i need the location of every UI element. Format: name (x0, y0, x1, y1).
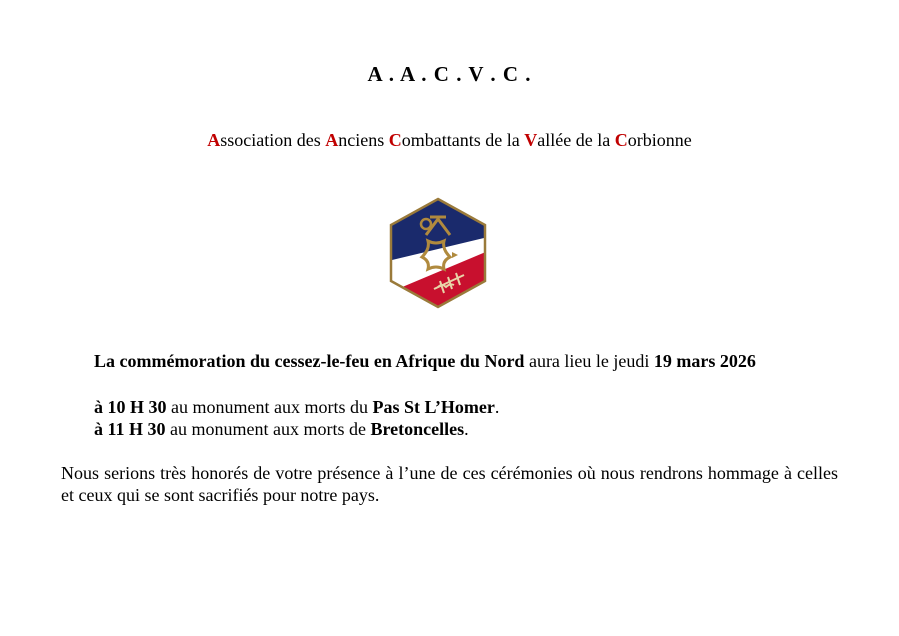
announcement-line (94, 351, 756, 372)
initial-letter: A (207, 130, 221, 150)
schedule-text: au monument aux morts de (165, 419, 371, 439)
announcement-connector: aura lieu le jeudi (524, 351, 654, 371)
name-part: orbionne (627, 130, 692, 150)
name-part: nciens (338, 130, 389, 150)
association-full-name (0, 130, 899, 151)
event-date: 19 mars 2026 (653, 351, 756, 371)
initial-letter: C (388, 130, 402, 150)
schedule-text: au monument aux morts du (166, 397, 373, 417)
schedule-end: . (464, 419, 469, 439)
association-acronym: A . A . C . V . C . (367, 62, 532, 86)
initial-letter: A (325, 130, 339, 150)
schedule-time: à 11 H 30 (94, 419, 166, 439)
event-name: La commémoration du cessez-le-feu en Afrique du Nord (94, 351, 525, 371)
closing-paragraph: Nous serions très honorés de votre présence à l’une de ces cérémonies où nous rendrons hommage à celles et ceux qui se sont sacrifiés pour notre pays. (61, 463, 838, 505)
schedule-place: Pas St L’Homer (372, 397, 495, 417)
name-part: allée de la (537, 130, 615, 150)
initial-letter: V (524, 130, 538, 150)
schedule-item (94, 397, 499, 418)
initial-letter: C (614, 130, 628, 150)
schedule-place: Bretoncelles (370, 419, 465, 439)
schedule-item (94, 419, 469, 440)
schedule-time: à 10 H 30 (94, 397, 167, 417)
name-part: ssociation des (220, 130, 326, 150)
association-emblem-icon (388, 197, 488, 309)
name-part: ombattants de la (401, 130, 525, 150)
schedule-end: . (494, 397, 500, 417)
